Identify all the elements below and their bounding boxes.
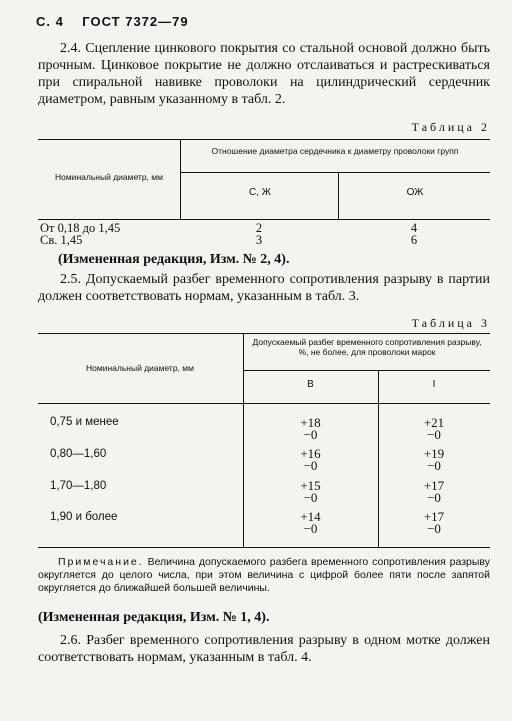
table2-header-rule: [38, 219, 490, 220]
table2-row1-g1: 2: [255, 221, 263, 235]
table3-row1-i-plus: +21: [423, 415, 445, 430]
table2-col-ratio: Отношение диаметра сердечника к диаметру проволоки групп: [211, 146, 459, 156]
table3-mark-b: В: [307, 379, 314, 390]
table3-row3-i-plus: +17: [423, 478, 445, 493]
table3-row1-i-minus: −0: [427, 427, 441, 442]
note-label: Примечание.: [58, 556, 144, 568]
table2-row2-g2: 6: [410, 233, 418, 247]
table2-col-diameter: Номинальный диаметр, мм: [55, 172, 163, 182]
table3-row2-b-minus: −0: [303, 458, 318, 473]
table3-col-tolerance: Допускаемый разбег временного сопротивления разрыву, %, не более, для проволоки марок: [252, 337, 482, 357]
table3-row3-diameter: 1,70—1,80: [50, 480, 107, 492]
table3-row4-b-minus: −0: [303, 521, 318, 536]
table3-row4-i-plus: +17: [423, 509, 445, 524]
paragraph-2-5: 2.5. Допускаемый разбег временного сопротивления разрыву в партии должен соответствовать нормам, указанным в табл. 3.: [38, 272, 490, 304]
page-number: С. 4: [36, 14, 64, 29]
table3-header-rule: [38, 403, 490, 404]
table2-subheader-rule: [180, 172, 490, 173]
table3-row3-i-minus: −0: [427, 490, 441, 505]
page-header: [36, 14, 189, 29]
table3-row1-b-plus: +18: [300, 415, 321, 430]
table3-row4-i-minus: −0: [427, 521, 441, 536]
amendment-note-2: (Измененная редакция, Изм. № 1, 4).: [38, 610, 270, 625]
table3-caption: Таблица 3: [411, 316, 490, 330]
paragraph-2-4: 2.4. Сцепление цинкового покрытия со стальной основой должно быть прочным. Цинковое покрытие не должно отслаиваться и растрескиваться при спиральной навивке проволоки на цилиндрический сердечник диаметром, равным указанному в табл. 2.: [38, 41, 490, 107]
table2-row2-diameter: Св. 1,45: [40, 233, 83, 247]
table3-row1-b-minus: −0: [303, 427, 318, 442]
table3-col-diameter: Номинальный диаметр, мм: [86, 363, 194, 373]
table3-row2-i-minus: −0: [427, 458, 441, 473]
table3-top-rule: [38, 333, 490, 334]
table3-mark-i: I: [432, 379, 436, 390]
table2-row1-g2: 4: [410, 221, 418, 235]
table2-row1-diameter: От 0,18 до 1,45: [40, 221, 121, 235]
table2-divider: [180, 139, 181, 219]
table3-row3-b-plus: +15: [300, 478, 321, 493]
table3-row1-diameter: 0,75 и менее: [50, 416, 119, 428]
table3-subheader-rule: [243, 370, 490, 371]
paragraph-2-6: 2.6. Разбег временного сопротивления разрыву в одном мотке должен соответствовать нормам, указанным в табл. 4.: [38, 633, 490, 665]
table2-top-rule: [38, 139, 490, 140]
table3-row4-diameter: 1,90 и более: [50, 511, 118, 523]
note-text: Величина допускаемого разбега временного сопротивления разрыву округляется до целого числа, при этом величина с цифрой более пяти после запятой округляется до ближайшей большей величины.: [38, 556, 490, 594]
table2-row2-g1: 3: [255, 233, 263, 247]
table3-row2-diameter: 0,80—1,60: [50, 448, 107, 460]
table2-group-1: С, Ж: [248, 187, 271, 198]
table2-group-2: ОЖ: [406, 187, 424, 198]
table3-row3-b-minus: −0: [303, 490, 318, 505]
table2-group-divider: [338, 172, 339, 219]
standard-code: ГОСТ 7372—79: [82, 14, 189, 29]
amendment-note-1: (Измененная редакция, Изм. № 2, 4).: [58, 252, 290, 267]
table3-row2-i-plus: +19: [423, 446, 445, 461]
table2-caption: Таблица 2: [411, 120, 490, 134]
table3-bottom-rule: [38, 547, 490, 548]
table3-row4-b-plus: +14: [300, 509, 321, 524]
table3-note: [38, 556, 490, 595]
table3-row2-b-plus: +16: [300, 446, 321, 461]
